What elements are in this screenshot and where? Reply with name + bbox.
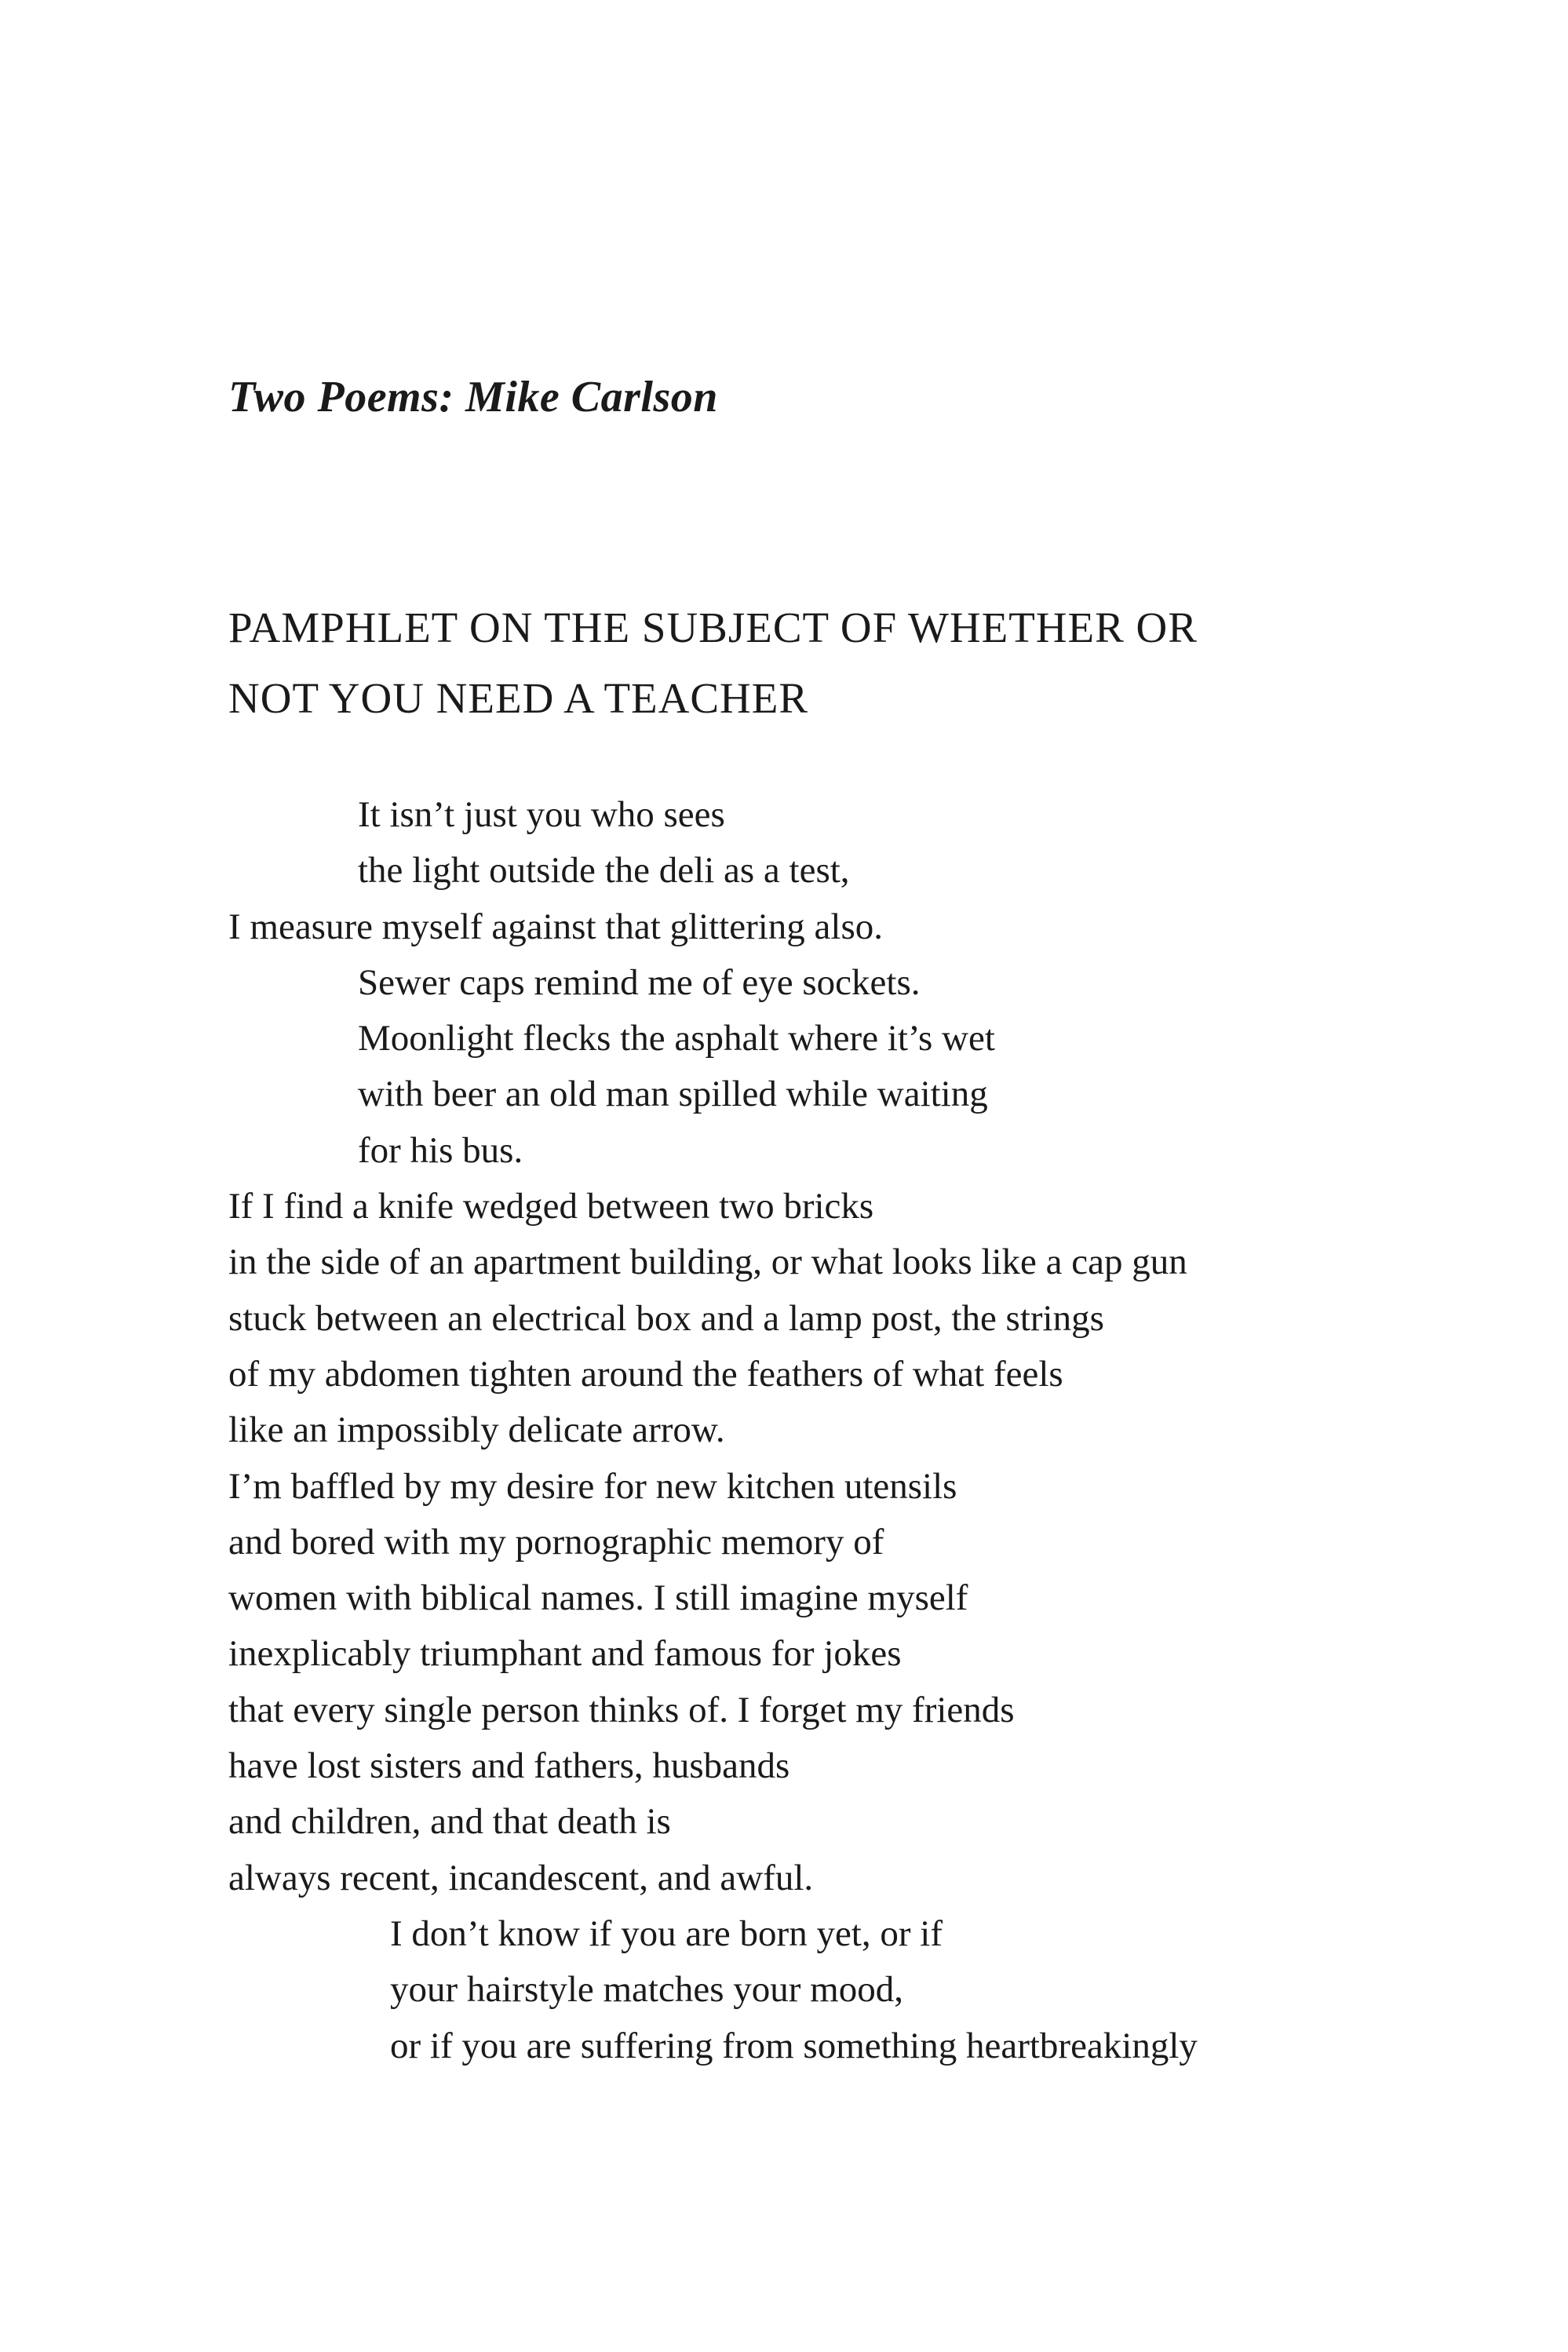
poem-title-line: NOT YOU NEED A TEACHER: [228, 674, 809, 722]
poem-line: and children, and that death is: [228, 1801, 671, 1843]
poem-line: like an impossibly delicate arrow.: [228, 1409, 725, 1451]
poem-line: of my abdomen tighten around the feathers of what feels: [228, 1353, 1063, 1395]
poem-line: in the side of an apartment building, or what looks like a cap gun: [228, 1242, 1187, 1283]
poem-title: [228, 593, 1406, 734]
poem-line: women with biblical names. I still imagine myself: [228, 1577, 968, 1619]
poem-line: and bored with my pornographic memory of: [228, 1521, 884, 1563]
poem-line: for his bus.: [358, 1129, 523, 1171]
poem-line: It isn’t just you who sees: [358, 794, 725, 835]
poem-line: If I find a knife wedged between two bricks: [228, 1186, 874, 1227]
poem-title-line: PAMPHLET ON THE SUBJECT OF WHETHER OR: [228, 603, 1198, 651]
running-header: Two Poems: Mike Carlson: [228, 373, 718, 421]
poem-line: the light outside the deli as a test,: [358, 850, 850, 892]
poem-line: have lost sisters and fathers, husbands: [228, 1745, 790, 1787]
poem-body: [228, 787, 1198, 2074]
poem-line: Moonlight flecks the asphalt where it’s wet: [358, 1018, 995, 1059]
poem-line: I don’t know if you are born yet, or if: [390, 1913, 943, 1954]
poem-line: with beer an old man spilled while waiting: [358, 1074, 988, 1115]
poem-line: always recent, incandescent, and awful.: [228, 1857, 814, 1898]
poem-line: that every single person thinks of. I forget my friends: [228, 1689, 1015, 1730]
poem-line: I’m baffled by my desire for new kitchen utensils: [228, 1465, 957, 1507]
poem-line: or if you are suffering from something heartbreakingly: [390, 2025, 1198, 2066]
poem-line: your hairstyle matches your mood,: [390, 1969, 903, 2011]
poem-line: Sewer caps remind me of eye sockets.: [358, 961, 921, 1003]
poem-line: I measure myself against that glittering also.: [228, 906, 884, 947]
poem-line: inexplicably triumphant and famous for jokes: [228, 1633, 902, 1675]
poem-line: stuck between an electrical box and a lamp post, the strings: [228, 1297, 1104, 1339]
